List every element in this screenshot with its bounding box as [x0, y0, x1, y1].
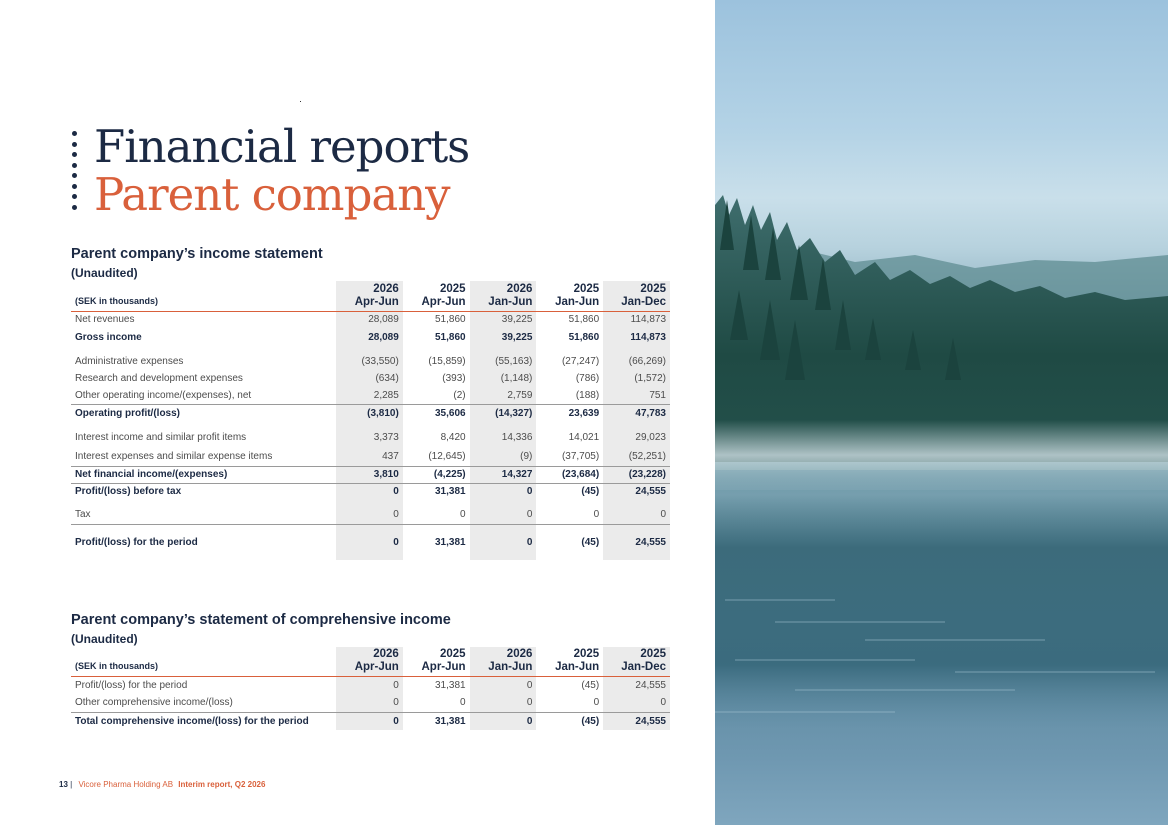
- table-row: Total comprehensive income/(loss) for the period 0 31,381 0 (45) 24,555: [71, 712, 670, 730]
- column-header: 2025 Jan-Dec: [603, 281, 670, 311]
- lake-forest-photo: [715, 0, 1168, 825]
- page-number: 13: [59, 780, 68, 789]
- income-statement-section: [71, 245, 670, 560]
- table-row: Interest income and similar profit items 3,373 8,420 14,336 14,021 29,023: [71, 428, 670, 447]
- table-row: Gross income 28,089 51,860 39,225 51,860 114,873: [71, 328, 670, 347]
- column-header: 2026 Apr-Jun: [336, 647, 403, 676]
- footer-company: Vicore Pharma Holding AB: [78, 780, 174, 789]
- comprehensive-income-title: Parent company’s statement of comprehensive income: [71, 612, 451, 628]
- page-title: Financial reports: [94, 120, 470, 173]
- income-statement-title: Parent company’s income statement: [71, 246, 323, 262]
- column-header: 2025 Jan-Jun: [555, 647, 600, 673]
- table-row: Other operating income/(expenses), net 2,285 (2) 2,759 (188) 751: [71, 387, 670, 404]
- table-header-row: [71, 647, 670, 676]
- column-header: 2025 Jan-Jun: [555, 282, 600, 308]
- column-header: 2025 Jan-Dec: [603, 647, 670, 676]
- income-statement-unaudited: (Unaudited): [71, 266, 138, 280]
- table-row: Net revenues 28,089 51,860 39,225 51,860 114,873: [71, 311, 670, 328]
- table-row: Net financial income/(expenses) 3,810 (4,225) 14,327 (23,684) (23,228): [71, 466, 670, 483]
- footer-report-name: Interim report, Q2 2026: [178, 780, 266, 789]
- stray-dot: [300, 101, 301, 102]
- comprehensive-income-table: [71, 647, 670, 730]
- table-row: Tax 0 0 0 0 0: [71, 506, 670, 524]
- table-row: Research and development expenses (634) (393) (1,148) (786) (1,572): [71, 370, 670, 387]
- unit-label: (SEK in thousands): [75, 660, 158, 671]
- unit-label: (SEK in thousands): [75, 295, 158, 306]
- table-row: Administrative expenses (33,550) (15,859) (55,163) (27,247) (66,269): [71, 353, 670, 370]
- table-row: Profit/(loss) before tax 0 31,381 0 (45) 24,555: [71, 483, 670, 500]
- page-footer: [59, 780, 265, 789]
- heading-dots-decoration: [72, 131, 78, 215]
- footer-separator: |: [70, 780, 73, 789]
- column-header: 2025 Apr-Jun: [421, 647, 466, 673]
- table-row: Other comprehensive income/(loss) 0 0 0 0 0: [71, 694, 670, 712]
- column-header: 2026 Jan-Jun: [470, 281, 537, 311]
- comprehensive-income-unaudited: (Unaudited): [71, 632, 138, 646]
- income-statement-table: [71, 281, 670, 560]
- table-row: Profit/(loss) for the period 0 31,381 0 (45) 24,555: [71, 524, 670, 560]
- table-row: Interest expenses and similar expense items 437 (12,645) (9) (37,705) (52,251): [71, 447, 670, 466]
- column-header: 2025 Apr-Jun: [421, 282, 466, 308]
- lake-forest-illustration: [715, 0, 1168, 825]
- table-header-row: [71, 281, 670, 311]
- table-row: Operating profit/(loss) (3,810) 35,606 (14,327) 23,639 47,783: [71, 404, 670, 422]
- column-header: 2026 Apr-Jun: [336, 281, 403, 311]
- column-header: 2026 Jan-Jun: [470, 647, 537, 676]
- page-subtitle: Parent company: [94, 168, 450, 221]
- table-row: Profit/(loss) for the period 0 31,381 0 (45) 24,555: [71, 676, 670, 694]
- comprehensive-income-section: [71, 611, 670, 730]
